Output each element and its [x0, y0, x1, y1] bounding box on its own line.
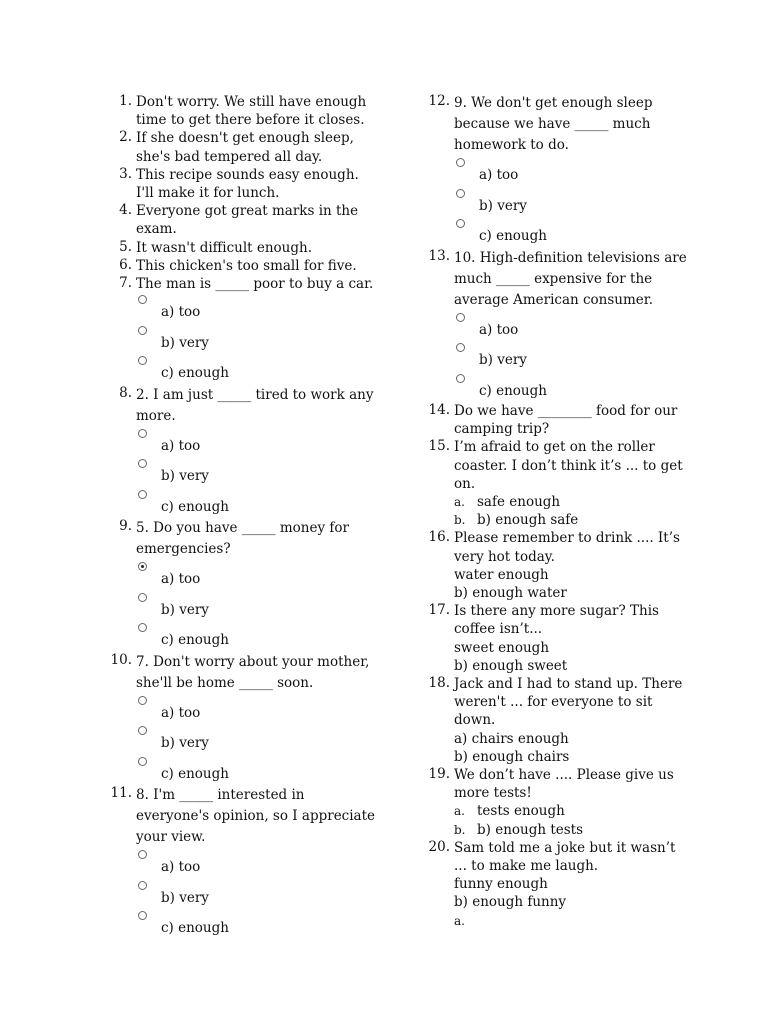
- question-5: [108, 239, 378, 257]
- answer-option: [454, 802, 688, 820]
- question-text: This chicken's too small for five.: [136, 257, 357, 274]
- option-text: b) enough safe: [477, 512, 579, 529]
- question-15: [426, 438, 688, 529]
- option-a[interactable]: [136, 694, 378, 725]
- answer-line: funny enough: [454, 876, 548, 893]
- option-text: tests enough: [477, 803, 565, 820]
- question-18: [426, 675, 688, 766]
- question-number: 12.: [428, 93, 450, 109]
- question-number: 13.: [428, 247, 450, 264]
- option-label: b) very: [479, 197, 527, 214]
- question-14: [426, 402, 688, 438]
- option-label: c) enough: [479, 382, 547, 399]
- option-b[interactable]: [136, 724, 378, 755]
- question-text: 7. Don't worry about your mother, she'll be home _____ soon.: [136, 653, 370, 691]
- option-c[interactable]: [136, 354, 378, 385]
- question-4: [108, 202, 378, 238]
- question-number: 18.: [428, 675, 450, 692]
- option-label: a) too: [161, 304, 201, 321]
- option-group: [136, 560, 378, 652]
- radio-button[interactable]: [138, 757, 147, 766]
- question-number: 11.: [110, 785, 132, 802]
- radio-button[interactable]: [138, 326, 147, 335]
- radio-button[interactable]: [138, 295, 147, 304]
- option-label: a) too: [479, 167, 519, 183]
- option-label: a) too: [479, 321, 519, 338]
- left-column: [108, 93, 378, 940]
- question-13: [426, 248, 688, 403]
- answer-option: [454, 511, 688, 529]
- option-label: a) too: [161, 704, 201, 721]
- option-c[interactable]: [454, 217, 688, 248]
- radio-button[interactable]: [138, 881, 147, 890]
- answer-option: [454, 493, 688, 511]
- question-text: Don't worry. We still have enough time to get there before it closes.: [136, 94, 367, 129]
- radio-button[interactable]: [456, 189, 465, 198]
- question-number: 4.: [119, 202, 132, 219]
- option-group: [136, 694, 378, 786]
- option-c[interactable]: [136, 621, 378, 652]
- answer-line: b) enough funny: [454, 894, 567, 911]
- question-11: [108, 785, 378, 940]
- radio-button-selected[interactable]: [138, 562, 147, 571]
- question-text: We don’t have .... Please give us more tests!: [454, 767, 674, 802]
- question-17: [426, 602, 688, 675]
- radio-button[interactable]: [138, 356, 147, 365]
- question-8: [108, 385, 378, 519]
- question-number: 14.: [428, 402, 450, 418]
- option-a[interactable]: [454, 156, 688, 187]
- option-a[interactable]: [136, 848, 378, 879]
- option-letter: b.: [454, 822, 466, 837]
- option-label: b) very: [161, 735, 209, 752]
- option-text: safe enough: [477, 494, 561, 511]
- radio-button[interactable]: [138, 911, 147, 920]
- option-b[interactable]: [454, 341, 688, 372]
- question-number: 2.: [119, 129, 132, 146]
- question-1: [108, 93, 378, 129]
- radio-button[interactable]: [138, 459, 147, 468]
- option-letter: a.: [454, 913, 465, 928]
- option-group: [136, 427, 378, 519]
- radio-button[interactable]: [138, 593, 147, 602]
- option-label: a) too: [161, 859, 201, 876]
- question-text: 2. I am just _____ tired to work any more.: [136, 386, 374, 424]
- answer-line: b) enough chairs: [454, 748, 570, 765]
- radio-button[interactable]: [138, 623, 147, 632]
- option-c[interactable]: [136, 909, 378, 940]
- option-text: b) enough tests: [477, 821, 584, 838]
- radio-button[interactable]: [138, 490, 147, 499]
- radio-button[interactable]: [456, 343, 465, 352]
- answer-line: b) enough sweet: [454, 657, 568, 674]
- radio-button[interactable]: [138, 726, 147, 735]
- answer-line: a) chairs enough: [454, 730, 569, 747]
- question-text: This recipe sounds easy enough. I'll make it for lunch.: [136, 166, 359, 202]
- option-label: b) very: [161, 468, 209, 485]
- radio-button[interactable]: [138, 429, 147, 438]
- option-b[interactable]: [136, 879, 378, 910]
- question-text: I’m afraid to get on the roller coaster. I don’t think it’s ... to get on.: [454, 439, 683, 492]
- option-c[interactable]: [136, 488, 378, 519]
- answer-line: b) enough water: [454, 585, 567, 602]
- option-label: a) too: [161, 571, 201, 588]
- option-label: b) very: [161, 601, 209, 618]
- question-number: 8.: [119, 384, 132, 401]
- option-group: [136, 293, 378, 385]
- question-number: 9.: [119, 518, 132, 535]
- question-text: Sam told me a joke but it wasn’t ... to make me laugh.: [454, 839, 676, 875]
- radio-button[interactable]: [456, 158, 465, 167]
- question-number: 17.: [428, 602, 450, 619]
- radio-button[interactable]: [456, 374, 465, 383]
- question-text: If she doesn't get enough sleep, she's bad tempered all day.: [136, 130, 354, 165]
- option-a[interactable]: [454, 311, 688, 342]
- question-2: [108, 129, 378, 165]
- question-9: [108, 518, 378, 652]
- question-number: 6.: [119, 256, 132, 273]
- option-group: [454, 156, 688, 248]
- question-12: [426, 93, 688, 248]
- question-text: The man is _____ poor to buy a car.: [136, 276, 374, 293]
- question-text: 5. Do you have _____ money for emergencies?: [136, 520, 349, 558]
- radio-button[interactable]: [138, 696, 147, 705]
- option-b[interactable]: [136, 324, 378, 355]
- question-7: [108, 275, 378, 385]
- question-text: Please remember to drink .... It’s very hot today.: [454, 530, 680, 565]
- question-number: 3.: [119, 165, 132, 182]
- question-number: 1.: [119, 93, 132, 109]
- option-a[interactable]: [136, 560, 378, 591]
- question-number: 15.: [428, 438, 450, 455]
- question-text: Is there any more sugar? This coffee isn’t...: [454, 603, 659, 638]
- question-text: It wasn't difficult enough.: [136, 239, 312, 256]
- question-text: Do we have ________ food for our camping trip?: [454, 403, 678, 438]
- question-10: [108, 652, 378, 786]
- question-number: 5.: [119, 238, 132, 255]
- option-a[interactable]: [136, 427, 378, 458]
- option-label: a) too: [161, 437, 201, 454]
- question-text: 9. We don't get enough sleep because we have _____ much homework to do.: [454, 95, 653, 153]
- question-3: [108, 166, 378, 202]
- question-number: 10.: [110, 651, 132, 668]
- option-b[interactable]: [136, 591, 378, 622]
- question-number: 19.: [428, 766, 450, 783]
- option-b[interactable]: [454, 187, 688, 218]
- question-number: 16.: [428, 529, 450, 546]
- option-letter: b.: [454, 513, 466, 528]
- answer-line: sweet enough: [454, 639, 550, 656]
- option-label: c) enough: [161, 632, 229, 649]
- question-20: [426, 838, 688, 928]
- option-label: b) very: [161, 889, 209, 906]
- question-16: [426, 529, 688, 602]
- answer-line: water enough: [454, 566, 549, 583]
- question-6: [108, 257, 378, 275]
- question-text: Jack and I had to stand up. There weren't ... for everyone to sit down.: [454, 676, 683, 729]
- question-text: 8. I'm _____ interested in everyone's opinion, so I appreciate your view.: [136, 787, 376, 846]
- question-text: 10. High-definition televisions are much _____ expensive for the average American consumer.: [454, 249, 687, 308]
- question-number: 20.: [428, 838, 450, 855]
- option-group: [136, 848, 378, 940]
- option-letter: a.: [454, 804, 465, 819]
- option-group: [454, 311, 688, 403]
- option-label: c) enough: [161, 765, 229, 782]
- option-b[interactable]: [136, 457, 378, 488]
- answer-option: [454, 821, 688, 839]
- option-c[interactable]: [136, 755, 378, 786]
- option-label: c) enough: [479, 228, 547, 244]
- right-column: [426, 93, 688, 928]
- radio-button[interactable]: [456, 313, 465, 322]
- option-label: c) enough: [161, 365, 229, 382]
- option-a[interactable]: [136, 293, 378, 324]
- question-text: Everyone got great marks in the exam.: [136, 203, 359, 238]
- option-c[interactable]: [454, 372, 688, 403]
- radio-button[interactable]: [138, 850, 147, 859]
- question-19: [426, 766, 688, 839]
- radio-button[interactable]: [456, 219, 465, 228]
- option-label: c) enough: [161, 498, 229, 515]
- option-letter: a.: [454, 495, 465, 510]
- question-number: 7.: [119, 275, 132, 292]
- option-label: b) very: [479, 352, 527, 368]
- option-label: c) enough: [161, 920, 229, 937]
- option-label: b) very: [161, 334, 209, 351]
